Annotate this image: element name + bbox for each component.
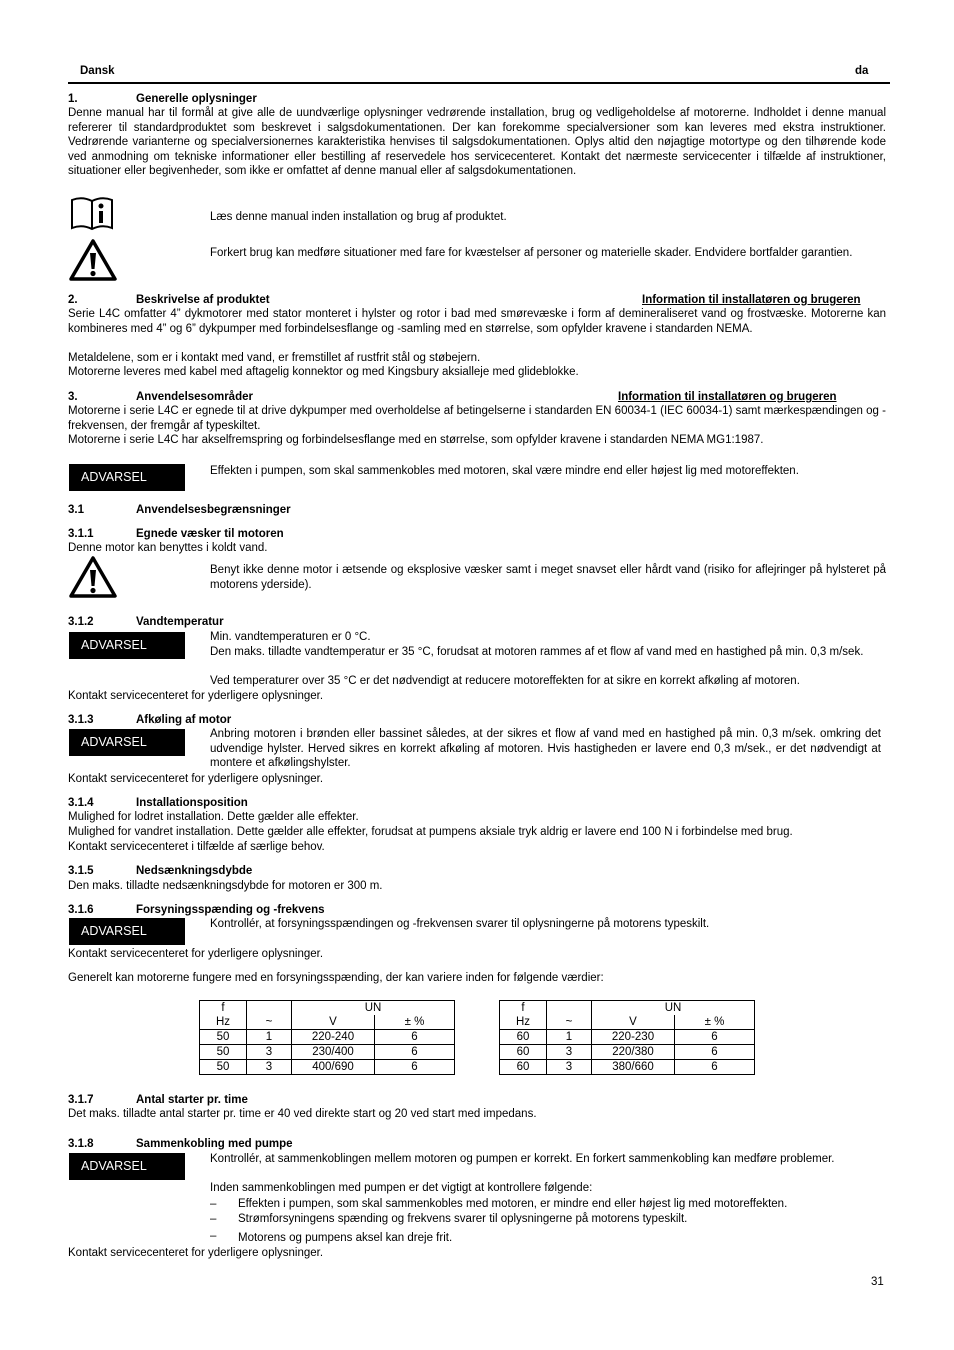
section-3-1-6-number: 3.1.6 <box>68 904 94 916</box>
section-3-body-1: Motorerne i serie L4C er egnede til at drive dykpumper med overholdelse af betingelserne i standarden EN 60034-1 (IEC 60034-1) samt mærkespændingen og -frekvensen, der fremgår af typeskiltet. <box>68 405 886 432</box>
section-2-body-2: Metaldelene, som er i kontakt med vand, er fremstillet af rustfrit stål og støbejern. <box>68 352 481 364</box>
table-cell: 50 <box>200 1045 247 1060</box>
voltage-table-60hz <box>499 1000 755 1075</box>
page-number: 31 <box>871 1276 884 1288</box>
table-cell: 3 <box>247 1060 292 1075</box>
table-header-row <box>500 1001 755 1016</box>
section-3-1-4-line-3: Kontakt servicecenteret i tilfælde af særlige behov. <box>68 841 325 853</box>
table-cell: 380/660 <box>592 1060 675 1075</box>
table-header-cell: V <box>292 1015 375 1030</box>
table-header-cell: f <box>500 1001 547 1016</box>
table-header-cell: Hz <box>200 1015 247 1030</box>
section-3-1-2-line-1: Min. vandtemperaturen er 0 °C. <box>210 631 371 643</box>
table-row <box>200 1060 455 1075</box>
warning-badge: ADVARSEL <box>69 918 185 945</box>
section-3-1-2-title: Vandtemperatur <box>136 616 224 628</box>
section-3-1-3-title: Afkøling af motor <box>136 714 232 726</box>
table-header-cell <box>547 1001 592 1016</box>
section-3-1-4-line-1: Mulighed for lodret installation. Dette gælder alle effekter. <box>68 811 359 823</box>
warning-badge: ADVARSEL <box>69 1153 185 1180</box>
table-cell: 60 <box>500 1060 547 1075</box>
table-header-cell: f <box>200 1001 247 1016</box>
section-3-1-3-contact: Kontakt servicecenteret for yderligere oplysninger. <box>68 773 324 785</box>
section-3-1-8-line-1: Kontrollér, at sammenkoblingen mellem motoren og pumpen er korrekt. En forkert sammenkobling kan medføre problemer. <box>210 1153 835 1165</box>
table-header-cell: V <box>592 1015 675 1030</box>
voltage-table-50hz <box>199 1000 455 1075</box>
table-header-cell: ~ <box>547 1015 592 1030</box>
table-cell: 6 <box>675 1030 755 1045</box>
table-header-row <box>200 1001 455 1016</box>
section-3-1-2-line-2: Den maks. tilladte vandtemperatur er 35 °C, forudsat at motoren rammes af et flow af vand med en hastighed på min. 0,3 m/sek. <box>210 646 864 658</box>
section-3-1-2-contact: Kontakt servicecenteret for yderligere oplysninger. <box>68 690 324 702</box>
table-cell: 50 <box>200 1030 247 1045</box>
table-row <box>200 1045 455 1060</box>
section-3-1-5-number: 3.1.5 <box>68 865 94 877</box>
section-1-title: Generelle oplysninger <box>136 93 257 105</box>
list-dash: – <box>210 1213 217 1225</box>
section-3-1-7-number: 3.1.7 <box>68 1094 94 1106</box>
section-3-info: Information til installatøren og brugeren <box>618 391 837 403</box>
section-3-1-1-body: Denne motor kan benyttes i koldt vand. <box>68 542 268 554</box>
section-3-warning: Effekten i pumpen, som skal sammenkobles med motoren, skal være mindre end eller højest lig med motoreffekten. <box>210 465 799 477</box>
header-language: Dansk <box>80 65 115 77</box>
table-cell: 3 <box>547 1060 592 1075</box>
list-item: Motorens og pumpens aksel kan dreje frit. <box>238 1232 453 1244</box>
section-3-1-2-number: 3.1.2 <box>68 616 94 628</box>
table-cell: 6 <box>675 1045 755 1060</box>
table-header-cell <box>247 1001 292 1016</box>
section-2-title: Beskrivelse af produktet <box>136 294 270 306</box>
section-3-1-2-line-3: Ved temperaturer over 35 °C er det nødvendigt at reducere motoreffekten for at sikre en korrekt afkøling af motoren. <box>210 675 800 687</box>
table-cell: 220-230 <box>592 1030 675 1045</box>
section-3-1-title: Anvendelsesbegrænsninger <box>136 504 291 516</box>
section-3-1-6-title: Forsyningsspænding og -frekvens <box>136 904 325 916</box>
table-cell: 60 <box>500 1030 547 1045</box>
manual-book-icon <box>70 196 114 237</box>
section-3-1-4-line-2: Mulighed for vandret installation. Dette gælder alle effekter, forudsat at pumpens aksiale tryk aldrig er lavere end 100 N i forbindelse med brug. <box>68 826 793 838</box>
section-1-body: Denne manual har til formål at give alle de uundværlige oplysninger vedrørende installation, brug og vedligeholdelse af motorerne. Indholdet i denne manual refererer til standardproduktet som beskrevet i salgsdokumentationen. Der kan forekomme specialversioner som kan leveres med ekstra instruktioner. Vedrørende varianterne og specialversionernes karakteristika henvises til salgsdokumentationen. Oplys altid den nøjagtige motortype og den tilhørende kode ved anmodning om tekniske informationer eller bestilling af reservedele hos servicecenteret. Kontakt det nærmeste servicecenter i tilfælde af instruktioner, situationer eller begivenheder, som ikke er omfattet af denne manual eller af salgsdokumentationen. <box>68 107 886 178</box>
section-3-1-number: 3.1 <box>68 504 84 516</box>
table-cell: 220-240 <box>292 1030 375 1045</box>
section-3-1-7-body: Det maks. tilladte antal starter pr. time er 40 ved direkte start og 20 ved start med impedans. <box>68 1108 537 1120</box>
table-cell: 6 <box>375 1045 455 1060</box>
section-1-number: 1. <box>68 93 78 105</box>
table-cell: 400/690 <box>292 1060 375 1075</box>
table-row <box>500 1045 755 1060</box>
danger-note: Forkert brug kan medføre situationer med fare for kvæstelser af personer og materielle skader. Endvidere bortfalder garantien. <box>210 247 853 259</box>
section-3-number: 3. <box>68 391 78 403</box>
section-3-1-6-warning: Kontrollér, at forsyningsspændingen og -frekvensen svarer til oplysningerne på motorens typeskilt. <box>210 918 710 930</box>
table-row <box>200 1030 455 1045</box>
table-header-cell: UN <box>292 1001 455 1016</box>
table-cell: 3 <box>247 1045 292 1060</box>
table-header-row <box>500 1015 755 1030</box>
section-3-1-1-danger: Benyt ikke denne motor i ætsende og eksplosive væsker samt i meget snavset eller hårdt vand (risiko for aflejringer på hylsteret på motorens yderside). <box>210 564 886 591</box>
table-cell: 1 <box>547 1030 592 1045</box>
table-row <box>500 1060 755 1075</box>
table-header-cell: Hz <box>500 1015 547 1030</box>
section-3-1-8-title: Sammenkobling med pumpe <box>136 1138 293 1150</box>
section-3-title: Anvendelsesområder <box>136 391 253 403</box>
section-3-1-8-number: 3.1.8 <box>68 1138 94 1150</box>
section-3-1-8-contact: Kontakt servicecenteret for yderligere oplysninger. <box>68 1247 324 1259</box>
table-header-cell: ± % <box>375 1015 455 1030</box>
table-row <box>500 1030 755 1045</box>
section-3-1-8-line-2: Inden sammenkoblingen med pumpen er det vigtigt at kontrollere følgende: <box>210 1182 593 1194</box>
table-cell: 6 <box>675 1060 755 1075</box>
section-3-1-3-number: 3.1.3 <box>68 714 94 726</box>
section-3-1-1-number: 3.1.1 <box>68 528 94 540</box>
section-3-1-4-title: Installationsposition <box>136 797 248 809</box>
list-item: Strømforsyningens spænding og frekvens svarer til oplysningerne på motorens typeskilt. <box>238 1213 688 1225</box>
section-2-info: Information til installatøren og brugeren <box>642 294 861 306</box>
table-cell: 230/400 <box>292 1045 375 1060</box>
table-cell: 50 <box>200 1060 247 1075</box>
section-3-1-4-number: 3.1.4 <box>68 797 94 809</box>
list-dash: – <box>210 1198 217 1210</box>
section-3-1-7-title: Antal starter pr. time <box>136 1094 248 1106</box>
section-3-1-6-contact: Kontakt servicecenteret for yderligere oplysninger. <box>68 948 324 960</box>
warning-triangle-icon <box>68 555 118 604</box>
warning-badge: ADVARSEL <box>69 632 185 659</box>
section-2-body-1: Serie L4C omfatter 4” dykmotorer med stator monteret i hylster og rotor i bad med smørevæske i form af demineraliseret vand og frostvæske. Motorerne kan kombineres med 4” og 6” dykpumper med forbindelsesflange og -samling med en størrelse, som opfylder kravene i standarden NEMA. <box>68 308 886 335</box>
table-cell: 60 <box>500 1045 547 1060</box>
table-cell: 1 <box>247 1030 292 1045</box>
warning-badge: ADVARSEL <box>69 729 185 756</box>
table-header-cell: ± % <box>675 1015 755 1030</box>
section-3-1-3-body: Anbring motoren i brønden eller bassinet således, at der sikres et flow af vand med en hastighed på min. 0,3 m/sek. omkring det udvendige hylster. Herved sikres en korrekt afkøling af motoren. Hvis hastigheden er lavere end 0,3 m/sek., er det nødvendigt at montere et afkølingshylster. <box>210 728 881 770</box>
table-header-cell: UN <box>592 1001 755 1016</box>
section-3-1-5-title: Nedsænkningsdybde <box>136 865 253 877</box>
table-cell: 3 <box>547 1045 592 1060</box>
header-rule <box>68 82 890 84</box>
warning-triangle-icon <box>68 238 118 287</box>
section-2-body-3: Motorerne leveres med kabel med aftagelig konnektor og med Kingsbury aksialleje med glideblokke. <box>68 366 579 378</box>
section-3-body-2: Motorerne i serie L4C har akselfremspring og forbindelsesflange med en størrelse, som opfylder kravene i standarden NEMA MG1:1987. <box>68 434 764 446</box>
list-item: Effekten i pumpen, som skal sammenkobles med motoren, er mindre end eller højest lig med motoreffekten. <box>238 1198 788 1210</box>
section-2-number: 2. <box>68 294 78 306</box>
section-3-1-5-body: Den maks. tilladte nedsænkningsdybde for motoren er 300 m. <box>68 880 383 892</box>
table-cell: 6 <box>375 1060 455 1075</box>
table-header-row <box>200 1015 455 1030</box>
section-3-1-6-general: Generelt kan motorerne fungere med en forsyningsspænding, der kan variere inden for følgende værdier: <box>68 972 604 984</box>
table-header-cell: ~ <box>247 1015 292 1030</box>
manual-note: Læs denne manual inden installation og brug af produktet. <box>210 211 507 223</box>
table-cell: 6 <box>375 1030 455 1045</box>
section-3-1-1-title: Egnede væsker til motoren <box>136 528 284 540</box>
table-cell: 220/380 <box>592 1045 675 1060</box>
list-dash: – <box>210 1230 217 1242</box>
header-lang-code: da <box>855 65 869 77</box>
warning-badge: ADVARSEL <box>69 464 185 491</box>
